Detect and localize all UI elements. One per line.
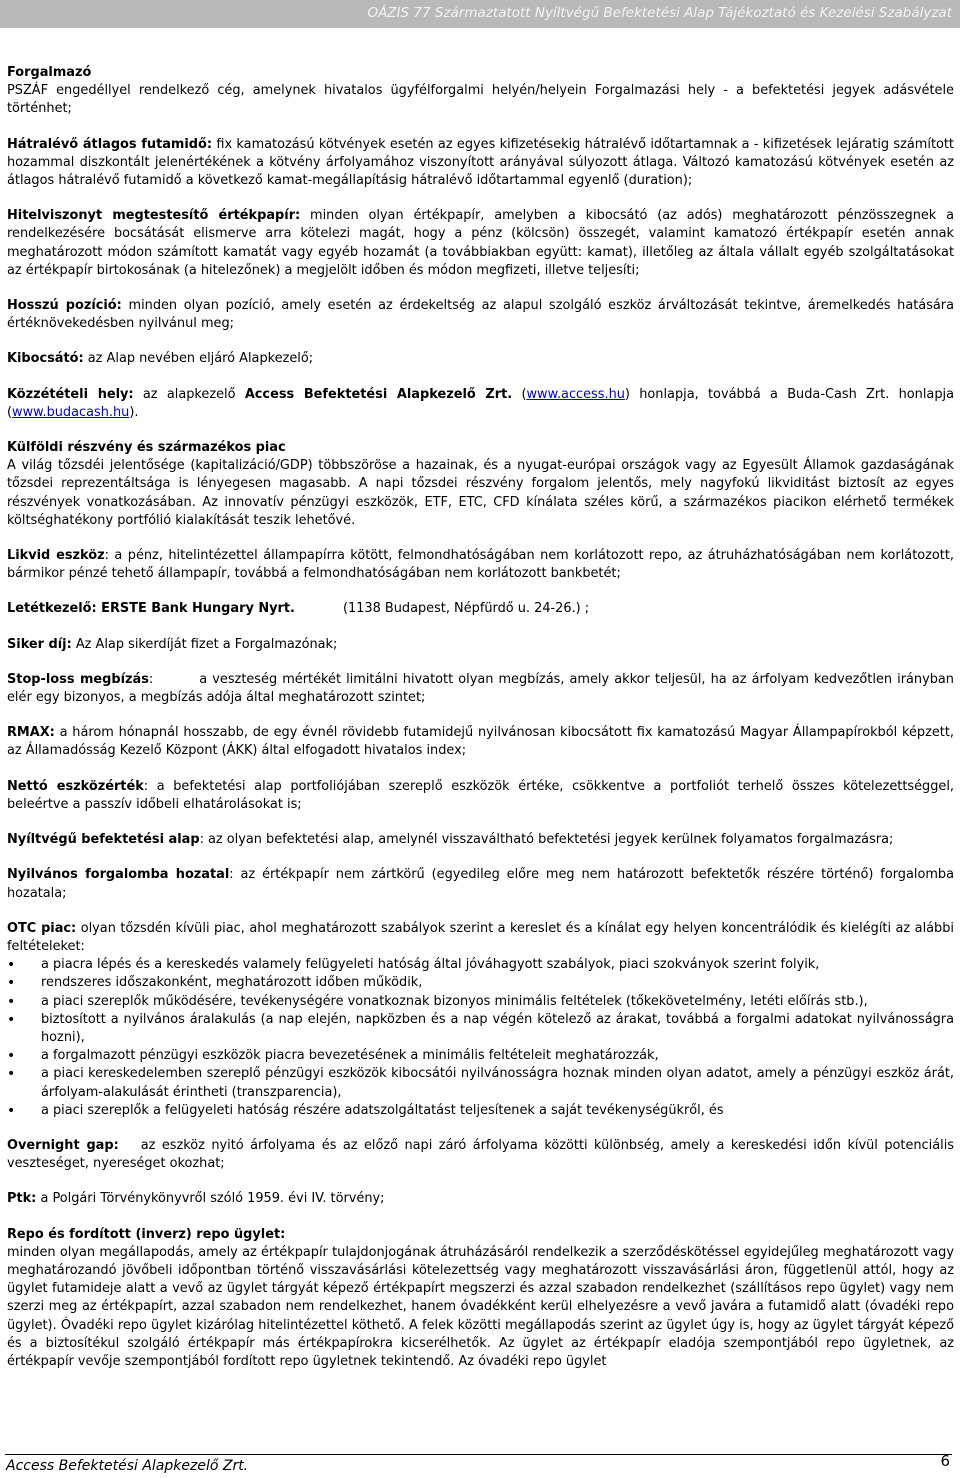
entry-kulfoldi — [7, 439, 954, 530]
term-kibocsato: Kibocsátó: — [7, 351, 84, 367]
document-title: OÁZIS 77 Származtatott Nyíltvégű Befektetési Alap Tájékoztató és Kezelési Szabályzat — [367, 5, 952, 21]
definition-hosszu: minden olyan pozíció, amely esetén az érdekeltség az alapul szolgáló eszköz árváltozását tekintve, áremelkedés hatására értéknövekedésben nyilvánul meg; — [7, 298, 955, 332]
list-item: • a piaci szereplők a felügyeleti hatóság részére adatszolgáltatást teljesítenek a saját tevékenységükről, és — [7, 1102, 954, 1120]
definition-kulfoldi: A világ tőzsdéi jelentősége (kapitalizáció/GDP) többszöröse a hazainak, és a nyugat-európai országok vagy az Egyesült Államok gazdaságának tőzsdei reprezentáltsága is lényegesen magasabb. A napi tőzsdei részvény forgalom jelentős, mely nagyfokú likviditást biztosít az egyes részvények vonatkozásában. Az innovatív pénzügyi eszközök, ETF, ETC, CFD kínálata széles körű, a származékos piacikon elérhető termékek költséghatékony portfólió kialakítását teszik lehetővé. — [7, 458, 954, 528]
definition-kozzeteteli-part-b: ( — [512, 386, 527, 402]
glossary-content — [7, 64, 954, 1388]
budacash-link[interactable]: www.budacash.hu — [12, 404, 130, 420]
definition-kozzeteteli-part-d: ). — [129, 404, 139, 420]
definition-likvid: : a pénz, hitelintézettel állampapírra kötött, felmondhatóságában nem korlátozott repo, az átruházhatóságában nem korlátozott, bármikor pénzé tehető állampapír, továbbá a felmondhatóságában nem korlátozott bankbetét; — [7, 548, 954, 582]
definition-hatralevo: fix kamatozású kötvények esetén az egyes kifizetésekig hátralévő időtartamnak a - kifizetések lejáratig számított hozammal diszkontált jelenértékének a kötvény árfolyamához viszonyított arányával súlyozott átlaga. Változó kamatozású kötvények esetén az átlagos hátralévő futamidő a következő kamat-megállapításig hátralévő időtartammal egyenlő (duration); — [7, 136, 954, 189]
term-kulfoldi: Külföldi részvény és származékos piac — [7, 440, 286, 456]
definition-letetkezelo: (1138 Budapest, Népfürdő u. 24-26.) ; — [342, 601, 590, 617]
term-otc: OTC piac: — [7, 920, 77, 936]
term-ptk: Ptk: — [7, 1191, 37, 1207]
definition-nyiltvegu: : az olyan befektetési alap, amelynél visszaváltható befektetési jegyek kerülnek folyamatos forgalmazásra; — [199, 832, 894, 848]
access-link[interactable]: www.access.hu — [526, 386, 625, 402]
page-footer — [0, 1452, 960, 1478]
term-overnight: Overnight gap: — [7, 1137, 119, 1153]
definition-overnight: az eszköz nyitó árfolyama és az előző napi záró árfolyama közötti különbség, amely a kereskedési időn kívül potenciális veszteséget, nyereséget okozhat; — [7, 1137, 954, 1172]
entry-kibocsato — [7, 350, 954, 368]
entry-nyilvanos — [7, 866, 954, 902]
footer-company: Access Befektetési Alapkezelő Zrt. — [6, 1458, 249, 1474]
entry-letetkezelo — [7, 600, 954, 618]
term-repo: Repo és fordított (inverz) repo ügylet: — [7, 1226, 286, 1242]
term-kozzeteteli: Közzétételi hely: — [7, 386, 134, 402]
definition-forgalmazo: PSZÁF engedéllyel rendelkező cég, amelynek hivatalos ügyfélforgalmi helyén/helyein Forgalmazási hely - a befektetési jegyek adásvétele történhet; — [7, 83, 954, 117]
entry-repo — [7, 1226, 954, 1372]
term-nyilvanos: Nyilvános forgalomba hozatal — [7, 867, 230, 883]
definition-kozzeteteli-part-c: ) honlapja, továbbá a Buda-Cash Zrt. honlapja ( — [7, 386, 954, 420]
entry-overnight — [7, 1137, 954, 1173]
term-netto: Nettó eszközérték — [7, 778, 144, 794]
alapkezelo-name: Access Befektetési Alapkezelő Zrt. — [244, 386, 513, 402]
entry-nyiltvegu — [7, 831, 954, 849]
stoploss-colon: : — [148, 671, 154, 687]
definition-ptk: a Polgári Törvénykönyvről szóló 1959. évi IV. törvény; — [36, 1191, 385, 1207]
definition-nyilvanos: : az értékpapír nem zártkörű (egyedileg előre meg nem határozott befektetők részére történő) forgalomba hozatala; — [7, 867, 954, 901]
entry-hosszu — [7, 297, 954, 333]
list-item: • biztosított a nyilvános áralakulás (a nap elején, napközben és a nap végén kötelező az árakat, továbbá a forgalmi adatokat nyilvánosságra hozni), — [7, 1011, 954, 1047]
header-bar — [0, 0, 960, 28]
entry-kozzeteteli — [7, 386, 954, 422]
term-hitelviszony: Hitelviszonyt megtestesítő értékpapír: — [7, 208, 301, 224]
term-forgalmazo: Forgalmazó — [7, 65, 92, 80]
entry-netto — [7, 778, 954, 814]
definition-rmax: a három hónapnál hosszabb, de egy évnél rövidebb futamidejű nyilvánosan kibocsátott fix kamatozású Magyar Állampapírokból képzett, az Államadósság Kezelő Központ (ÁKK) által elfogadott hivatalos index; — [7, 725, 954, 759]
definition-otc: olyan tőzsdén kívüli piac, ahol meghatározott szabályok szerint a kereslet és a kínálat egy helyen koncentrálódik és kielégíti az alábbi feltételeket: — [7, 920, 954, 954]
definition-stoploss: a veszteség mértékét limitálni hivatott olyan megbízás, amely akkor teljesül, ha az árfolyam kedvezőtlen irányban elér egy bizonyos, a megbízás adója által meghatározott szintet; — [7, 671, 954, 706]
term-letetkezelo: Letétkezelő: ERSTE Bank Hungary Nyrt. — [7, 601, 295, 617]
entry-rmax — [7, 724, 954, 760]
definition-repo: minden olyan megállapodás, amely az értékpapír tulajdonjogának átruházásáról rendelkezik a szerződéskötéssel egyidejűleg meghatározott vagy meghatározandó jövőbeli időpontban történő visszavásárlási kötelezettség vagy meghatározott visszavásárlási áron, függetlenül attól, hogy az ügylet futamideje alatt a vevő az ügylet tárgyát képező értékpapírt megszerzi és azzal szabadon rendelkezhet (szállításos repo ügylet) vagy nem szerzi meg az értékpapírt, azzal szabadon nem rendelkezhet, hanem óvadékként kerül elhelyezésre a vevő javára a futamidő alatt (óvadéki repo ügylet). Óvadéki repo ügylet kizárólag hitelintézettel köthető. A felek közötti megállapodás szerint az ügylet úgy is, hogy az ügylet tárgyát képező és a biztosítékul szolgáló értékpapír más értékpapírokra kicserélhetők. Az ügylet az értékpapír eladója szempontjából repo ügyletnek, az értékpapír vevője szempontjából fordított repo ügyletnek tekintendő. Az óvadéki repo ügylet — [7, 1244, 954, 1369]
term-nyiltvegu: Nyíltvégű befektetési alap — [7, 832, 200, 848]
entry-otc — [7, 920, 954, 1120]
list-item: • rendszeres időszakonként, meghatározott időben működik, — [7, 974, 954, 992]
term-likvid: Likvid eszköz — [7, 548, 105, 564]
list-item: • a forgalmazott pénzügyi eszközök piacra bevezetésének a minimális feltételeit meghatározzák, — [7, 1047, 954, 1065]
entry-stoploss — [7, 671, 954, 707]
otc-conditions-list — [7, 956, 954, 1120]
definition-hitelviszony: minden olyan értékpapír, amelyben a kibocsátó (az adós) meghatározott pénzösszegnek a rendelkezésére bocsátását elismerve arra kötelezi magát, hogy a pénz (kölcsön) összegét, valamint kamatozó értékpapír esetén annak meghatározott módon számított kamatát vagy egyéb hozamát (a továbbiakban együtt: kamat), illetőleg az általa vállalt egyéb szolgáltatásokat az értékpapír birtokosának (a hitelezőnek) a megjelölt időben és módon megfizeti, illetve teljesíti; — [7, 208, 954, 278]
term-rmax: RMAX: — [7, 725, 55, 741]
list-item: • a piaci szereplők működésére, tevékenységére vonatkoznak bizonyos minimális feltételek (tőkekövetelmény, letéti előírás stb.), — [7, 993, 954, 1011]
term-stoploss: Stop-loss megbízás — [7, 671, 149, 687]
page-number: 6 — [940, 1452, 950, 1470]
definition-netto: : a befektetési alap portfoliójában szereplő eszközök értéke, csökkentve a portfoliót terhelő összes kötelezettséggel, beleértve a passzív időbeli elhatárolásokat is; — [7, 778, 955, 812]
term-siker: Siker díj: — [7, 636, 72, 652]
entry-forgalmazo — [7, 64, 954, 119]
definition-kozzeteteli-part-a: az alapkezelő — [133, 386, 245, 402]
entry-hatralevo — [7, 136, 954, 191]
definition-kibocsato: az Alap nevében eljáró Alapkezelő; — [83, 351, 314, 367]
term-hatralevo: Hátralévő átlagos futamidő: — [7, 136, 213, 152]
definition-siker: Az Alap sikerdíját fizet a Forgalmazónak; — [71, 636, 338, 652]
entry-siker — [7, 636, 954, 654]
term-hosszu: Hosszú pozíció: — [7, 298, 122, 314]
footer-divider — [5, 1454, 952, 1455]
entry-ptk — [7, 1190, 954, 1208]
list-item: • a piacra lépés és a kereskedés valamely felügyeleti hatóság által jóváhagyott szabályok, piaci szokványok szerint folyik, — [7, 956, 954, 974]
entry-hitelviszony — [7, 207, 954, 280]
entry-likvid — [7, 547, 954, 583]
list-item: • a piaci kereskedelemben szereplő pénzügyi eszközök kibocsátói nyilvánosságra hoznak minden olyan adatot, amely a pénzügyi eszköz árát, árfolyam-alakulását érintheti (transzparencia), — [7, 1065, 954, 1101]
